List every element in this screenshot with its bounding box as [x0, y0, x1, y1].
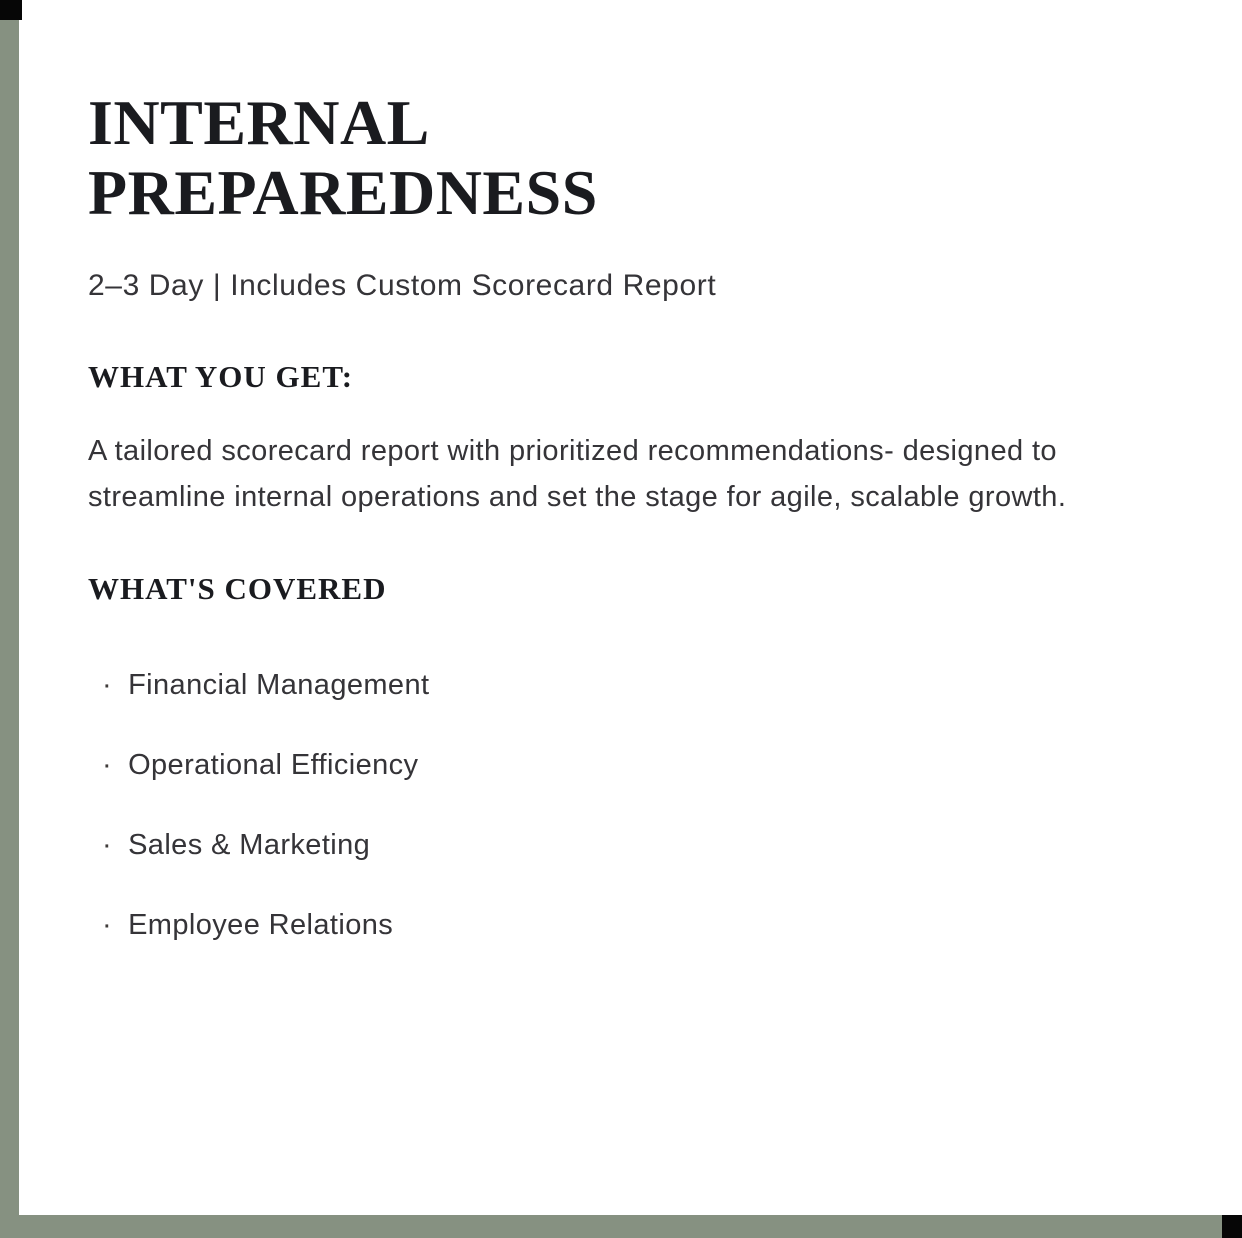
- page-subtitle: 2–3 Day | Includes Custom Scorecard Report: [88, 269, 717, 302]
- list-item: [102, 909, 1150, 942]
- top-left-corner-block: [0, 0, 22, 20]
- bullet-dot-icon: ·: [102, 829, 113, 861]
- list-item: [102, 829, 1150, 862]
- what-you-get-description: A tailored scorecard report with prioritized recommendations- designed to streamline internal operations and set the stage for agile, scalable growth.: [88, 435, 1067, 513]
- bullet-dot-icon: ·: [102, 909, 113, 941]
- page-title-line-1: INTERNAL: [88, 87, 430, 158]
- section-heading-what-you-get: WHAT YOU GET:: [88, 359, 354, 394]
- list-item-label: Financial Management: [128, 669, 430, 701]
- list-item: [102, 749, 1150, 782]
- page-title-line-2: PREPAREDNESS: [88, 157, 598, 228]
- page-title: [88, 88, 1150, 228]
- list-item: [102, 669, 1150, 702]
- bottom-accent-bar: [0, 1215, 1222, 1238]
- list-item-label: Operational Efficiency: [128, 749, 419, 781]
- section-heading-whats-covered: WHAT'S COVERED: [88, 571, 387, 606]
- left-accent-bar: [0, 0, 19, 1238]
- list-item-label: Employee Relations: [128, 909, 394, 941]
- bullet-dot-icon: ·: [102, 749, 113, 781]
- content-area: [88, 0, 1150, 989]
- bullet-dot-icon: ·: [102, 669, 113, 701]
- list-item-label: Sales & Marketing: [128, 829, 371, 861]
- covered-list: [88, 669, 1150, 942]
- bottom-right-corner-block: [1222, 1215, 1242, 1238]
